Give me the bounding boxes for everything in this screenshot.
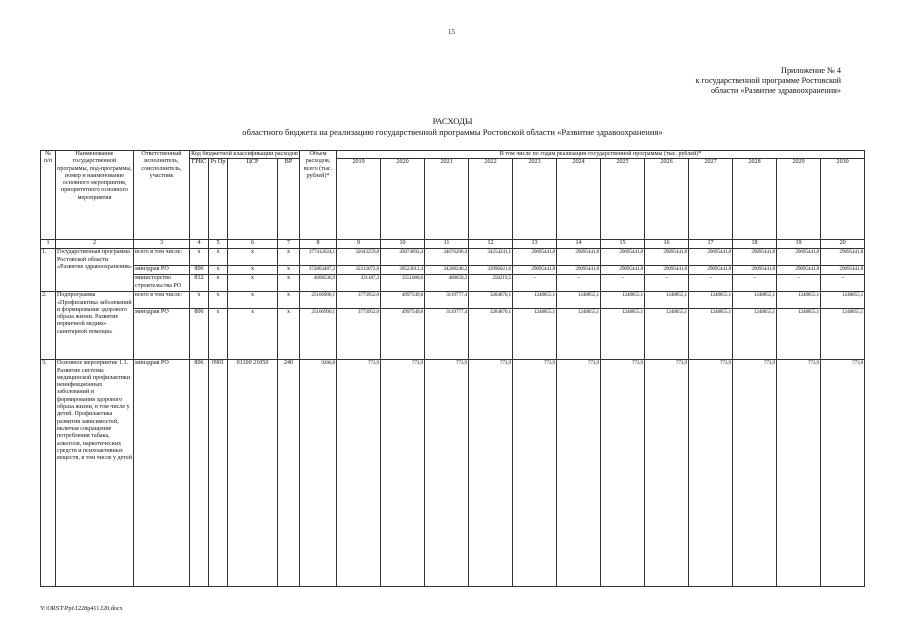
table-row — [41, 292, 865, 309]
row-year-value: 773,9 — [425, 360, 469, 587]
row-csr: 01100 21050 — [228, 360, 278, 587]
row-csr: х — [228, 266, 278, 275]
table-row — [41, 309, 865, 360]
row-year-value: 773,9 — [337, 360, 381, 587]
appendix-line: области «Развитие здравоохранения» — [710, 86, 841, 95]
row-year-value: – — [513, 275, 557, 292]
row-year-value: 29095441,8 — [645, 249, 689, 266]
row-vr: х — [278, 292, 300, 309]
column-index: 8 — [300, 240, 337, 249]
header-grbs: ГРБС — [190, 159, 209, 240]
table-row — [41, 249, 865, 266]
header-year: 2020 — [381, 159, 425, 240]
row-year-value: 1248855,1 — [601, 309, 645, 360]
row-rzpr: х — [209, 309, 228, 360]
header-year: 2025 — [601, 159, 645, 240]
row-year-value: 1248855,1 — [513, 309, 557, 360]
row-year-value: 29095441,8 — [513, 249, 557, 266]
row-year-value: 773,9 — [777, 360, 821, 587]
column-index: 4 — [190, 240, 209, 249]
row-year-value: – — [601, 275, 645, 292]
table-row — [41, 266, 865, 275]
appendix-caption — [581, 66, 841, 96]
row-rzpr: х — [209, 275, 228, 292]
row-year-value: 34208246,2 — [425, 266, 469, 275]
row-year-value: 34254241,1 — [469, 249, 513, 266]
row-year-value: 331187,2 — [337, 275, 381, 292]
row-year-value: 29095441,8 — [689, 266, 733, 275]
column-index: 18 — [733, 240, 777, 249]
row-grbs: х — [190, 292, 209, 309]
row-csr: х — [228, 275, 278, 292]
row-year-value: 3284870,1 — [469, 309, 513, 360]
row-csr: х — [228, 292, 278, 309]
row-year-value: 32643259,8 — [337, 249, 381, 266]
row-year-value: 29095441,8 — [645, 266, 689, 275]
header-year: 2030 — [821, 159, 865, 240]
row-year-value: 29095441,8 — [777, 249, 821, 266]
header-year: 2028 — [733, 159, 777, 240]
row-year-value: 1248855,1 — [821, 309, 865, 360]
column-index: 11 — [425, 240, 469, 249]
row-executor: минздрав РО — [134, 360, 190, 587]
row-year-value: 1248855,1 — [601, 292, 645, 309]
column-index: 19 — [777, 240, 821, 249]
title-heading: РАСХОДЫ — [432, 116, 473, 126]
row-executor: минздрав РО — [134, 266, 190, 275]
header-total: Объем расходов, всего (тыс. рублей)* — [300, 151, 337, 240]
row-year-value: 34676296,4 — [425, 249, 469, 266]
header-name: Наименование государственной программы, под-программы, номер и наименование основного мероприятия, приоритетного основного мероприятия — [56, 151, 134, 240]
row-vr: х — [278, 275, 300, 292]
row-total: 25166990,1 — [300, 292, 337, 309]
column-index: 2 — [56, 240, 134, 249]
row-total: 372803487,2 — [300, 266, 337, 275]
row-year-value: 773,9 — [513, 360, 557, 587]
row-name: Государственная программа Ростовской области «Развитие здравоохранения» — [56, 249, 134, 292]
row-rzpr: 0901 — [209, 360, 228, 587]
row-year-value: 29095441,8 — [513, 266, 557, 275]
row-year-value: 29095441,8 — [557, 266, 601, 275]
row-year-value: – — [557, 275, 601, 292]
row-year-value: 773,9 — [381, 360, 425, 587]
row-total: 377412024,1 — [300, 249, 337, 266]
row-rzpr: х — [209, 266, 228, 275]
column-index: 3 — [134, 240, 190, 249]
header-year: 2029 — [777, 159, 821, 240]
row-year-value: 1248855,1 — [733, 309, 777, 360]
table-row — [41, 360, 865, 587]
header-num: № п/п — [41, 151, 56, 240]
row-year-value: 29095441,8 — [601, 266, 645, 275]
row-grbs: 806 — [190, 360, 209, 587]
row-total: 4608536,9 — [300, 275, 337, 292]
row-year-value: 1248855,1 — [513, 292, 557, 309]
header-year: 2019 — [337, 159, 381, 240]
column-index: 16 — [645, 240, 689, 249]
table-body — [41, 249, 865, 587]
row-name: Основное мероприятие 1.1. Развитие системы медицинской профилактики неинфекционных заболеваний и формирования здорового образа жизни, в том числе у детей. Профилактика развития зависимостей, включая сокращение потребления табака, алкоголя, наркотических средств и психоактивных веществ, в том числе у детей — [56, 360, 134, 587]
row-year-value: 39523612,4 — [381, 266, 425, 275]
row-year-value: 773,9 — [689, 360, 733, 587]
column-index: 14 — [557, 240, 601, 249]
header-year: 2021 — [425, 159, 469, 240]
row-year-value: 29095441,8 — [689, 249, 733, 266]
row-year-value: 29095441,8 — [777, 266, 821, 275]
row-number: 2. — [41, 292, 56, 360]
row-vr: х — [278, 266, 300, 275]
row-year-value: 1248855,1 — [557, 309, 601, 360]
column-index: 6 — [228, 240, 278, 249]
header-code-group: Код бюджетной классификации расходов — [191, 151, 298, 157]
table-row — [41, 275, 865, 292]
row-year-value: 1248855,1 — [645, 309, 689, 360]
row-year-value: 3284870,1 — [469, 292, 513, 309]
header-csr: ЦСР — [228, 159, 278, 240]
header-year: 2024 — [557, 159, 601, 240]
document-title — [0, 116, 905, 138]
row-vr: 240 — [278, 360, 300, 587]
header-row — [41, 151, 865, 159]
header-vr: ВР — [278, 159, 300, 240]
row-name: Подпрограмма «Профилактика заболеваний и формирование здорового образа жизни. Развитие первичной медико-санитарной помощи» — [56, 292, 134, 360]
row-year-value: 4997549,8 — [381, 292, 425, 309]
header-executor: Ответственный исполнитель, соисполнитель, участник — [134, 151, 190, 240]
row-executor: всего в том числе: — [134, 249, 190, 266]
header-rzpr: Рз Пр — [209, 159, 228, 240]
column-index: 15 — [601, 240, 645, 249]
row-year-value: 773,9 — [733, 360, 777, 587]
row-year-value: 29095441,8 — [821, 266, 865, 275]
row-year-value: – — [733, 275, 777, 292]
row-year-value: 1248855,1 — [733, 292, 777, 309]
row-year-value: – — [689, 275, 733, 292]
row-year-value: 258219,5 — [469, 275, 513, 292]
row-year-value: 3773952,0 — [337, 309, 381, 360]
row-rzpr: х — [209, 292, 228, 309]
row-executor: всего в том числе: — [134, 292, 190, 309]
row-year-value: 468050,2 — [425, 275, 469, 292]
row-total: 9286,8 — [300, 360, 337, 587]
title-subtitle: областного бюджета на реализацию государственной программы Ростовской области «Развитие здравоохранения» — [242, 127, 663, 137]
column-index: 20 — [821, 240, 865, 249]
row-year-value: 1248855,1 — [689, 292, 733, 309]
row-year-value: 3551080,0 — [381, 275, 425, 292]
column-index: 12 — [469, 240, 513, 249]
row-year-value: 773,9 — [821, 360, 865, 587]
row-year-value: 1248855,1 — [645, 292, 689, 309]
column-index: 7 — [278, 240, 300, 249]
row-year-value: 29095441,8 — [821, 249, 865, 266]
expenses-table — [40, 150, 865, 587]
row-vr: х — [278, 309, 300, 360]
row-year-value: – — [777, 275, 821, 292]
row-executor: министерство строительства РО — [134, 275, 190, 292]
row-csr: х — [228, 309, 278, 360]
header-year: 2026 — [645, 159, 689, 240]
header-year: 2023 — [513, 159, 557, 240]
row-year-value: 773,9 — [469, 360, 513, 587]
row-year-value: 4997549,8 — [381, 309, 425, 360]
row-year-value: 3119777,4 — [425, 309, 469, 360]
appendix-line: Приложение № 4 — [781, 66, 841, 75]
row-year-value: 773,9 — [601, 360, 645, 587]
table-header — [41, 151, 865, 249]
header-year: 2027 — [689, 159, 733, 240]
row-year-value: 1248855,1 — [777, 292, 821, 309]
header-year: 2022 — [469, 159, 513, 240]
row-rzpr: х — [209, 249, 228, 266]
appendix-line: к государственной программе Ростовской — [695, 76, 841, 85]
row-year-value: – — [645, 275, 689, 292]
row-year-value: 1248855,1 — [821, 292, 865, 309]
row-year-value: 773,9 — [557, 360, 601, 587]
row-year-value: 1248855,1 — [689, 309, 733, 360]
row-year-value: 773,9 — [645, 360, 689, 587]
row-grbs: 806 — [190, 309, 209, 360]
column-index: 17 — [689, 240, 733, 249]
row-grbs: х — [190, 249, 209, 266]
row-year-value: 3773952,0 — [337, 292, 381, 309]
row-year-value: 33996021,6 — [469, 266, 513, 275]
row-total: 25166990,1 — [300, 309, 337, 360]
column-index: 9 — [337, 240, 381, 249]
row-year-value: 43074692,4 — [381, 249, 425, 266]
row-number: 1. — [41, 249, 56, 292]
row-executor: минздрав РО — [134, 309, 190, 360]
row-number: 3. — [41, 360, 56, 587]
row-year-value: – — [821, 275, 865, 292]
row-year-value: 1248855,1 — [557, 292, 601, 309]
row-year-value: 29095441,8 — [733, 249, 777, 266]
column-index: 13 — [513, 240, 557, 249]
column-index: 1 — [41, 240, 56, 249]
header-years-group: В том числе по годам реализации государственной программы (тыс. рублей)* — [337, 151, 865, 159]
column-index: 10 — [381, 240, 425, 249]
column-index: 5 — [209, 240, 228, 249]
row-csr: х — [228, 249, 278, 266]
row-year-value: 32312072,6 — [337, 266, 381, 275]
row-year-value: 29095441,8 — [601, 249, 645, 266]
file-path-footer: Y:\ORST\Ppi\1228p411.f20.docx — [40, 605, 123, 612]
row-grbs: 812 — [190, 275, 209, 292]
row-year-value: 3119777,4 — [425, 292, 469, 309]
row-vr: х — [278, 249, 300, 266]
page-number: 15 — [448, 28, 455, 36]
row-year-value: 29095441,8 — [733, 266, 777, 275]
row-year-value: 1248855,1 — [777, 309, 821, 360]
column-index-row — [41, 240, 865, 249]
row-year-value: 29095441,8 — [557, 249, 601, 266]
row-grbs: 806 — [190, 266, 209, 275]
